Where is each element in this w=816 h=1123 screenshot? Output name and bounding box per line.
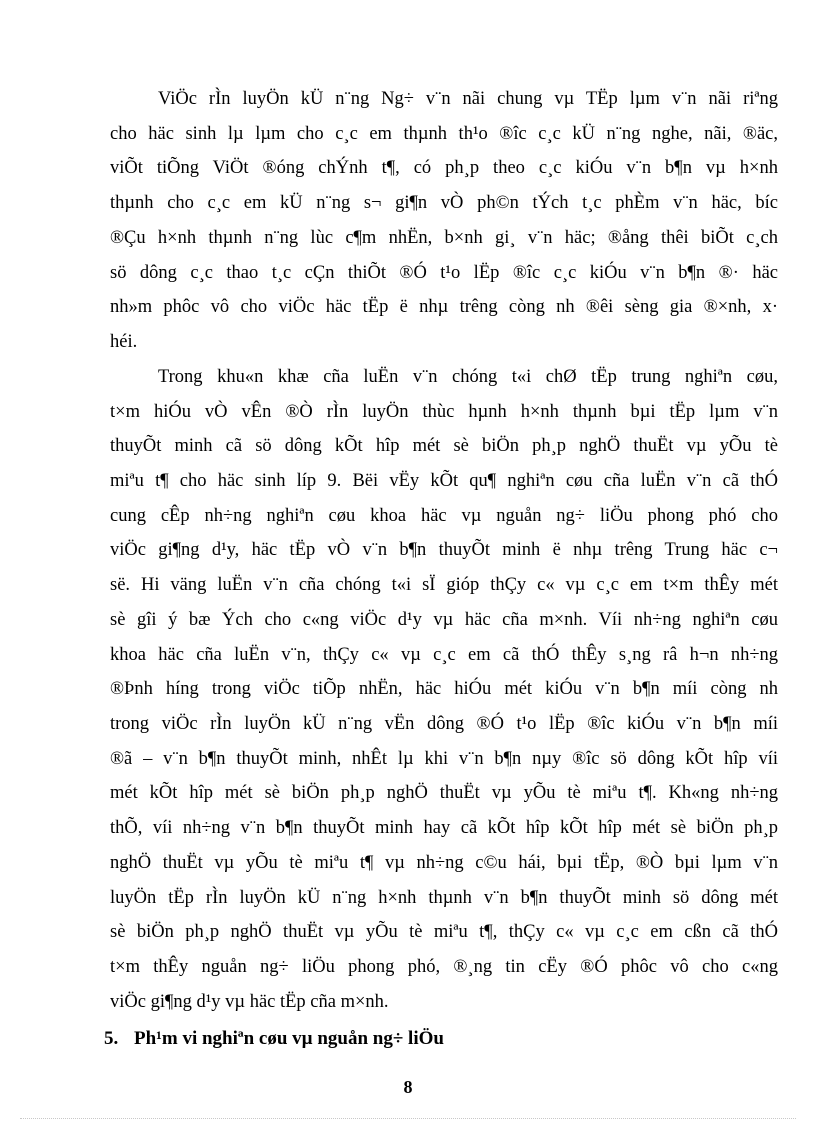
text-line: ®Çu h×nh thµnh n¨ng lùc c¶m nhËn, b×nh gi¸ v¨n häc; ®ång thêi biÕt c¸ch [110, 228, 778, 248]
text-line: trong viÖc rÌn luyÖn kÜ n¨ng vËn dông ®Ó t¹o lËp ®îc kiÓu v¨n b¶n míi [110, 714, 778, 734]
text-line: khoa häc cña luËn v¨n, thÇy c« vµ c¸c em cã thÓ thÊy s¸ng râ h¬n nh÷ng [110, 645, 778, 665]
text-line: viÕt tiÕng ViÖt ®óng chÝnh t¶, có ph¸p theo c¸c kiÓu v¨n b¶n vµ h×nh [110, 158, 778, 178]
section-title: Ph¹m vi nghiªn cøu vµ nguån ng÷ liÖu [134, 1028, 444, 1049]
text-line: thuyÕt minh cã sö dông kÕt hîp mét sè biÖn ph¸p nghÖ thuËt vµ yÕu tè [110, 436, 778, 456]
text-line: cho häc sinh lµ lµm cho c¸c em thµnh th¹o ®îc c¸c kÜ n¨ng nghe, nãi, ®äc, [110, 124, 778, 144]
section-heading [104, 1028, 444, 1050]
text-line: së. Hi väng luËn v¨n cña chóng t«i sÏ gióp thÇy c« vµ c¸c em t×m thÊy mét [110, 575, 778, 595]
text-line: thÕ, víi nh÷ng v¨n b¶n thuyÕt minh hay cã kÕt hîp kÕt hîp mét sè biÖn ph¸p [110, 818, 778, 838]
text-line: viÖc gi¶ng d¹y, häc tËp vÒ v¨n b¶n thuyÕt minh ë nhµ trêng Trung häc c¬ [110, 540, 778, 560]
text-line: ®ã – v¨n b¶n thuyÕt minh, nhÊt lµ khi v¨n b¶n nµy ®îc sö dông kÕt hîp víi [110, 749, 778, 769]
page-number: 8 [403, 1077, 413, 1097]
text-line: ViÖc rÌn luyÖn kÜ n¨ng Ng÷ v¨n nãi chung vµ TËp lµm v¨n nãi riªng [158, 89, 778, 109]
text-line: sö dông c¸c thao t¸c cÇn thiÕt ®Ó t¹o lËp ®îc c¸c kiÓu v¨n b¶n ®· häc [110, 263, 778, 283]
text-line: t×m hiÓu vÒ vÊn ®Ò rÌn luyÖn thùc hµnh h×nh thµnh bµi tËp lµm v¨n [110, 402, 778, 422]
footer-divider [20, 1118, 796, 1119]
text-line: cung cÊp nh÷ng nghiªn cøu khoa häc vµ nguån ng÷ liÖu phong phó cho [110, 506, 778, 526]
text-line: luyÖn tËp rÌn luyÖn kÜ n¨ng h×nh thµnh v¨n b¶n thuyÕt minh sö dông mét [110, 888, 778, 908]
text-line: ®Þnh híng trong viÖc tiÕp nhËn, häc hiÓu mét kiÓu v¨n b¶n míi còng nh [110, 679, 778, 699]
text-line: Trong khu«n khæ cña luËn v¨n chóng t«i chØ tËp trung nghiªn cøu, [158, 367, 778, 387]
text-line: thµnh cho c¸c em kÜ n¨ng s¬ gi¶n vÒ ph©n tÝch t¸c phÈm v¨n häc, bíc [110, 193, 778, 213]
text-line: mét kÕt hîp mét sè biÖn ph¸p nghÖ thuËt vµ yÕu tè miªu t¶. Kh«ng nh÷ng [110, 783, 778, 803]
text-line: sè gîi ý bæ Ých cho c«ng viÖc d¹y vµ häc cña m×nh. Víi nh÷ng nghiªn cøu [110, 610, 778, 630]
text-line: héi. [110, 332, 138, 352]
text-line: miªu t¶ cho häc sinh líp 9. Bëi vËy kÕt qu¶ nghiªn cøu cña luËn v¨n cã thÓ [110, 471, 778, 491]
text-line: t×m thÊy nguån ng÷ liÖu phong phó, ®¸ng tin cËy ®Ó phôc vô cho c«ng [110, 957, 778, 977]
text-line: nghÖ thuËt vµ yÕu tè miªu t¶ vµ nh÷ng c©u hái, bµi tËp, ®Ò bµi lµm v¨n [110, 853, 778, 873]
text-line: sè biÖn ph¸p nghÖ thuËt vµ yÕu tè miªu t¶, thÇy c« vµ c¸c em cßn cã thÓ [110, 922, 778, 942]
section-number: 5. [104, 1028, 119, 1049]
text-line: nh»m phôc vô cho viÖc häc tËp ë nhµ trêng còng nh ®êi sèng gia ®×nh, x· [110, 297, 778, 317]
text-line: viÖc gi¶ng d¹y vµ häc tËp cña m×nh. [110, 992, 389, 1012]
